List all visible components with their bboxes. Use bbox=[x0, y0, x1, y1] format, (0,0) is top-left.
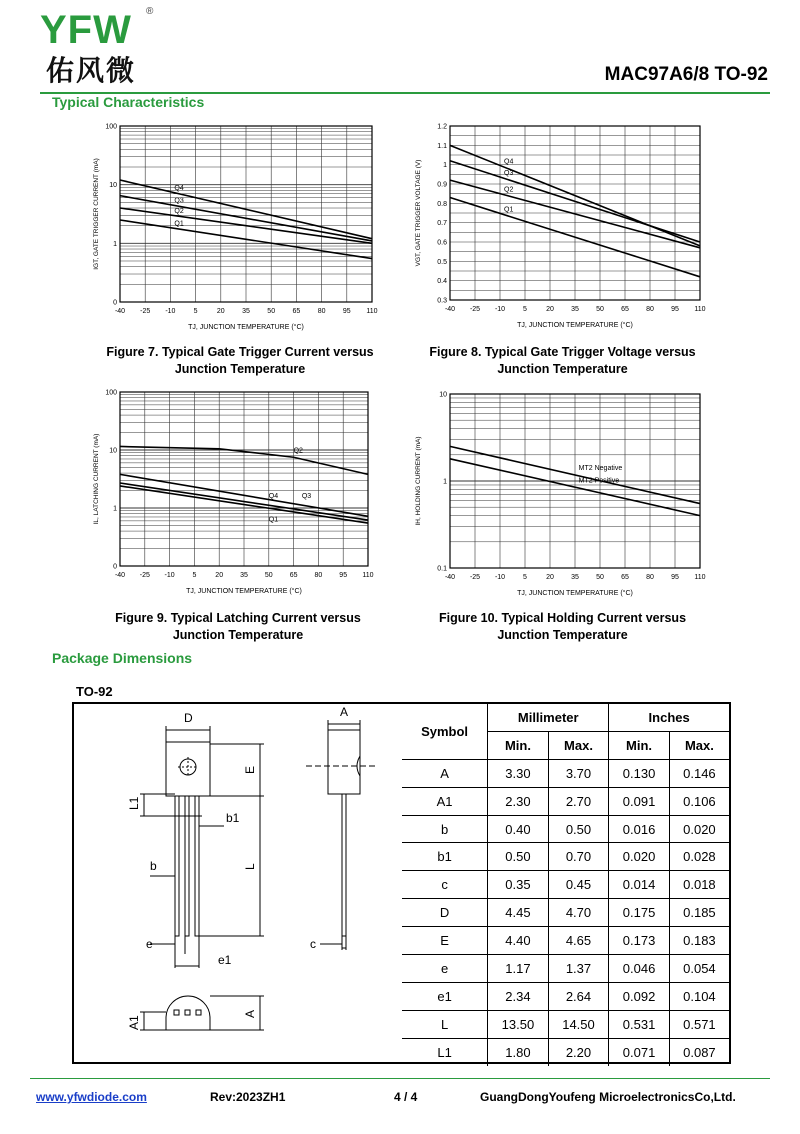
table-cell: 0.071 bbox=[609, 1038, 670, 1065]
x-tick-label: 95 bbox=[671, 306, 679, 313]
y-tick-label: 0 bbox=[113, 299, 117, 307]
dim-label-L: L bbox=[243, 863, 257, 870]
table-cell: 0.020 bbox=[669, 815, 729, 843]
table-cell: 4.65 bbox=[548, 927, 609, 955]
x-tick-label: -25 bbox=[139, 572, 150, 579]
header-millimeter: Millimeter bbox=[488, 704, 609, 731]
dimensions-table bbox=[402, 704, 729, 1066]
header-in-max: Max. bbox=[669, 731, 729, 759]
table-cell: 1.37 bbox=[548, 955, 609, 983]
caption-line: Figure 7. Typical Gate Trigger Current versus bbox=[106, 345, 374, 359]
table-cell: 0.50 bbox=[488, 843, 549, 871]
y-tick-label: 1 bbox=[443, 478, 447, 486]
table-row bbox=[402, 927, 729, 955]
x-axis-label: TJ, JUNCTION TEMPERATURE (°C) bbox=[188, 324, 304, 331]
table-cell: 0.531 bbox=[609, 1010, 670, 1038]
series-label: MT2 Negative bbox=[578, 465, 623, 473]
table-row bbox=[402, 955, 729, 983]
x-tick-label: 20 bbox=[216, 308, 225, 315]
table-row bbox=[402, 1038, 729, 1065]
side-body bbox=[328, 730, 360, 794]
series-label: Q4 bbox=[504, 158, 514, 166]
y-tick-label: 1 bbox=[113, 505, 117, 513]
caption-fig10 bbox=[400, 610, 725, 644]
header-symbol: Symbol bbox=[402, 704, 488, 759]
x-tick-label: 80 bbox=[314, 572, 323, 579]
table-cell: D bbox=[402, 899, 488, 927]
caption-fig7 bbox=[80, 344, 400, 378]
package-name: TO-92 bbox=[76, 684, 113, 699]
table-cell: A bbox=[402, 759, 488, 787]
logo bbox=[40, 8, 132, 52]
table-cell: 3.70 bbox=[548, 759, 609, 787]
series-label: Q3 bbox=[174, 197, 184, 205]
y-tick-label: 0.1 bbox=[437, 565, 447, 573]
table-cell: 4.40 bbox=[488, 927, 549, 955]
dim-label-A1: A1 bbox=[127, 1015, 141, 1030]
y-tick-label: 1.2 bbox=[437, 123, 447, 131]
x-tick-label: 20 bbox=[546, 574, 554, 581]
x-tick-label: 20 bbox=[546, 306, 554, 313]
series-label: Q1 bbox=[268, 516, 279, 524]
dim-label-b: b bbox=[150, 859, 157, 873]
caption-line: Junction Temperature bbox=[172, 628, 304, 642]
y-tick-label: 1 bbox=[113, 240, 117, 248]
x-tick-label: 95 bbox=[339, 572, 348, 579]
caption-line: Figure 9. Typical Latching Current versus bbox=[115, 611, 361, 625]
series-label: Q2 bbox=[293, 447, 303, 455]
section-title-typical: Typical Characteristics bbox=[52, 94, 205, 110]
x-tick-label: 110 bbox=[694, 574, 706, 581]
table-cell: 0.087 bbox=[669, 1038, 729, 1065]
table-cell: 2.70 bbox=[548, 787, 609, 815]
plot-grid bbox=[120, 392, 368, 566]
table-cell: 0.35 bbox=[488, 871, 549, 899]
header-in-min: Min. bbox=[609, 731, 670, 759]
table-cell: 0.018 bbox=[669, 871, 729, 899]
section-title-package: Package Dimensions bbox=[52, 650, 193, 666]
chart-fig10 bbox=[410, 384, 715, 606]
table-cell: 0.146 bbox=[669, 759, 729, 787]
caption-line: Junction Temperature bbox=[497, 362, 628, 376]
table-cell: 14.50 bbox=[548, 1010, 609, 1038]
table-cell: e bbox=[402, 955, 488, 983]
y-tick-label: 0 bbox=[113, 563, 117, 571]
y-tick-label: 10 bbox=[439, 391, 447, 399]
series-label: Q3 bbox=[504, 170, 514, 178]
dimensions-table-body bbox=[402, 759, 729, 1065]
x-tick-label: 95 bbox=[671, 574, 679, 581]
x-tick-label: -25 bbox=[469, 306, 481, 313]
table-cell: 2.30 bbox=[488, 787, 549, 815]
caption-fig8 bbox=[400, 344, 725, 378]
x-tick-label: 110 bbox=[362, 572, 374, 579]
x-tick-label: 65 bbox=[292, 308, 301, 315]
table-cell: 4.70 bbox=[548, 899, 609, 927]
x-tick-label: -40 bbox=[114, 308, 126, 315]
x-tick-label: 50 bbox=[264, 572, 273, 579]
table-cell: 0.046 bbox=[609, 955, 670, 983]
series-label: Q3 bbox=[301, 492, 312, 500]
registered-mark: ® bbox=[146, 6, 154, 17]
table-row bbox=[402, 1010, 729, 1038]
y-tick-label: 0.4 bbox=[437, 278, 447, 286]
table-cell: 0.130 bbox=[609, 759, 670, 787]
table-cell: 2.64 bbox=[548, 982, 609, 1010]
x-tick-label: 35 bbox=[240, 572, 248, 579]
chart-fig9-svg bbox=[88, 384, 388, 606]
x-tick-label: -25 bbox=[140, 308, 151, 315]
table-cell: 0.45 bbox=[548, 871, 609, 899]
x-tick-label: 5 bbox=[192, 572, 197, 579]
x-tick-label: 35 bbox=[242, 308, 250, 315]
table-cell: 2.34 bbox=[488, 982, 549, 1010]
x-tick-label: 20 bbox=[215, 572, 224, 579]
table-cell: 0.020 bbox=[609, 843, 670, 871]
table-cell: 0.106 bbox=[669, 787, 729, 815]
caption-fig9 bbox=[78, 610, 398, 644]
table-cell: c bbox=[402, 871, 488, 899]
x-tick-label: -40 bbox=[114, 572, 126, 579]
y-tick-label: 0.3 bbox=[437, 297, 447, 305]
x-tick-label: -40 bbox=[444, 306, 456, 313]
series-label: Q1 bbox=[504, 206, 514, 214]
caption-line: Figure 8. Typical Gate Trigger Voltage versus bbox=[429, 345, 696, 359]
y-axis-label: IL, LATCHING CURRENT (mA) bbox=[93, 433, 100, 525]
x-tick-label: -10 bbox=[494, 306, 506, 313]
table-cell: 0.014 bbox=[609, 871, 670, 899]
footer-url-link[interactable]: www.yfwdiode.com bbox=[36, 1090, 147, 1104]
table-cell: e1 bbox=[402, 982, 488, 1010]
table-cell: 0.40 bbox=[488, 815, 549, 843]
y-tick-label: 10 bbox=[109, 447, 117, 455]
y-axis-label: IH, HOLDING CURRENT (mA) bbox=[415, 436, 422, 526]
table-cell: 13.50 bbox=[488, 1010, 549, 1038]
table-cell: L bbox=[402, 1010, 488, 1038]
chart-fig8 bbox=[410, 118, 715, 338]
x-tick-label: 65 bbox=[289, 572, 298, 579]
table-row bbox=[402, 787, 729, 815]
table-row bbox=[402, 815, 729, 843]
x-tick-label: 50 bbox=[596, 574, 604, 581]
y-axis-label: VGT, GATE TRIGGER VOLTAGE (V) bbox=[415, 159, 422, 267]
dim-label-D: D bbox=[184, 711, 193, 725]
plot-grid bbox=[450, 394, 700, 568]
x-tick-label: 35 bbox=[571, 306, 579, 313]
table-cell: b bbox=[402, 815, 488, 843]
footer-rule bbox=[30, 1078, 770, 1079]
dim-label-e: e bbox=[146, 937, 153, 951]
table-cell: A1 bbox=[402, 787, 488, 815]
y-tick-label: 1 bbox=[443, 162, 447, 170]
y-tick-label: 100 bbox=[105, 123, 117, 131]
x-tick-label: 80 bbox=[317, 308, 326, 315]
series-label: Q1 bbox=[174, 220, 184, 228]
table-cell: 1.80 bbox=[488, 1038, 549, 1065]
y-tick-label: 10 bbox=[109, 182, 117, 190]
table-cell: 3.30 bbox=[488, 759, 549, 787]
header-mm-min: Min. bbox=[488, 731, 549, 759]
logo-text: YFW bbox=[40, 8, 132, 52]
x-tick-label: 35 bbox=[571, 574, 579, 581]
dim-label-c: c bbox=[310, 937, 316, 951]
dim-label-A-bottom: A bbox=[243, 1009, 257, 1018]
table-cell: 0.091 bbox=[609, 787, 670, 815]
x-tick-label: -10 bbox=[494, 574, 506, 581]
y-tick-label: 0.8 bbox=[437, 200, 447, 208]
caption-line: Figure 10. Typical Holding Current versus bbox=[438, 611, 687, 625]
chart-fig8-svg bbox=[410, 118, 715, 338]
table-cell: 0.175 bbox=[609, 899, 670, 927]
table-cell: 0.70 bbox=[548, 843, 609, 871]
table-cell: 0.104 bbox=[669, 982, 729, 1010]
table-cell: 0.092 bbox=[609, 982, 670, 1010]
table-row bbox=[402, 843, 729, 871]
x-axis-label: TJ, JUNCTION TEMPERATURE (°C) bbox=[517, 590, 633, 597]
series-label: Q2 bbox=[504, 186, 514, 194]
y-tick-label: 0.6 bbox=[437, 239, 447, 247]
package-drawing bbox=[74, 704, 402, 1062]
dim-label-E: E bbox=[243, 765, 257, 774]
dim-label-A: A bbox=[340, 705, 349, 719]
dim-label-b1: b1 bbox=[226, 811, 240, 825]
table-cell: 0.183 bbox=[669, 927, 729, 955]
caption-line: Junction Temperature bbox=[497, 628, 628, 642]
footer-revision: Rev:2023ZH1 bbox=[210, 1090, 286, 1104]
x-tick-label: 5 bbox=[193, 308, 198, 315]
chart-fig9 bbox=[88, 384, 388, 606]
caption-line: Junction Temperature bbox=[174, 362, 306, 376]
bottom-view bbox=[166, 996, 210, 1030]
table-cell: 0.50 bbox=[548, 815, 609, 843]
table-row bbox=[402, 899, 729, 927]
x-tick-label: 65 bbox=[621, 574, 629, 581]
table-cell: 1.17 bbox=[488, 955, 549, 983]
series-label: Q4 bbox=[268, 492, 279, 500]
y-tick-label: 0.5 bbox=[437, 258, 447, 266]
table-cell: 2.20 bbox=[548, 1038, 609, 1065]
chart-fig7 bbox=[88, 118, 388, 338]
header-inches: Inches bbox=[609, 704, 729, 731]
x-tick-label: 50 bbox=[596, 306, 604, 313]
x-tick-label: 65 bbox=[621, 306, 629, 313]
plot-grid bbox=[450, 126, 700, 300]
series-label: MT2 Positive bbox=[578, 477, 620, 485]
x-tick-label: 110 bbox=[366, 308, 378, 315]
x-tick-label: -10 bbox=[165, 308, 176, 315]
y-tick-label: 100 bbox=[105, 389, 117, 397]
table-row bbox=[402, 871, 729, 899]
dim-label-e1: e1 bbox=[218, 953, 232, 967]
table-row bbox=[402, 982, 729, 1010]
table-cell: E bbox=[402, 927, 488, 955]
header-mm-max: Max. bbox=[548, 731, 609, 759]
y-tick-label: 0.7 bbox=[437, 220, 447, 228]
table-cell: b1 bbox=[402, 843, 488, 871]
footer-page-number: 4 / 4 bbox=[394, 1090, 418, 1104]
series-label: Q2 bbox=[174, 208, 184, 216]
y-axis-label: IGT, GATE TRIGGER CURRENT (mA) bbox=[93, 158, 100, 270]
table-row bbox=[402, 759, 729, 787]
x-tick-label: 5 bbox=[523, 574, 527, 581]
table-cell: 0.185 bbox=[669, 899, 729, 927]
x-axis-label: TJ, JUNCTION TEMPERATURE (°C) bbox=[517, 322, 633, 329]
x-tick-label: -25 bbox=[469, 574, 481, 581]
y-tick-label: 0.9 bbox=[437, 181, 447, 189]
x-tick-label: 110 bbox=[694, 306, 706, 313]
table-cell: 0.016 bbox=[609, 815, 670, 843]
table-cell: 0.571 bbox=[669, 1010, 729, 1038]
table-cell: L1 bbox=[402, 1038, 488, 1065]
footer-company: GuangDongYoufeng MicroelectronicsCo,Ltd. bbox=[480, 1090, 736, 1104]
table-cell: 0.028 bbox=[669, 843, 729, 871]
x-tick-label: -40 bbox=[444, 574, 456, 581]
x-tick-label: 80 bbox=[646, 306, 654, 313]
y-tick-label: 1.1 bbox=[437, 142, 447, 150]
x-tick-label: -10 bbox=[164, 572, 175, 579]
x-tick-label: 80 bbox=[646, 574, 654, 581]
table-cell: 0.054 bbox=[669, 955, 729, 983]
chart-fig7-svg bbox=[88, 118, 388, 338]
series-label: Q4 bbox=[174, 184, 184, 192]
x-axis-label: TJ, JUNCTION TEMPERATURE (°C) bbox=[186, 588, 302, 595]
chart-fig10-svg bbox=[410, 384, 715, 606]
logo-chinese: 佑风微 bbox=[46, 55, 137, 86]
table-cell: 0.173 bbox=[609, 927, 670, 955]
x-tick-label: 50 bbox=[267, 308, 276, 315]
table-cell: 4.45 bbox=[488, 899, 549, 927]
document-title: MAC97A6/8 TO-92 bbox=[604, 64, 768, 85]
x-tick-label: 95 bbox=[342, 308, 351, 315]
x-tick-label: 5 bbox=[523, 306, 527, 313]
dim-label-L1: L1 bbox=[127, 796, 141, 810]
